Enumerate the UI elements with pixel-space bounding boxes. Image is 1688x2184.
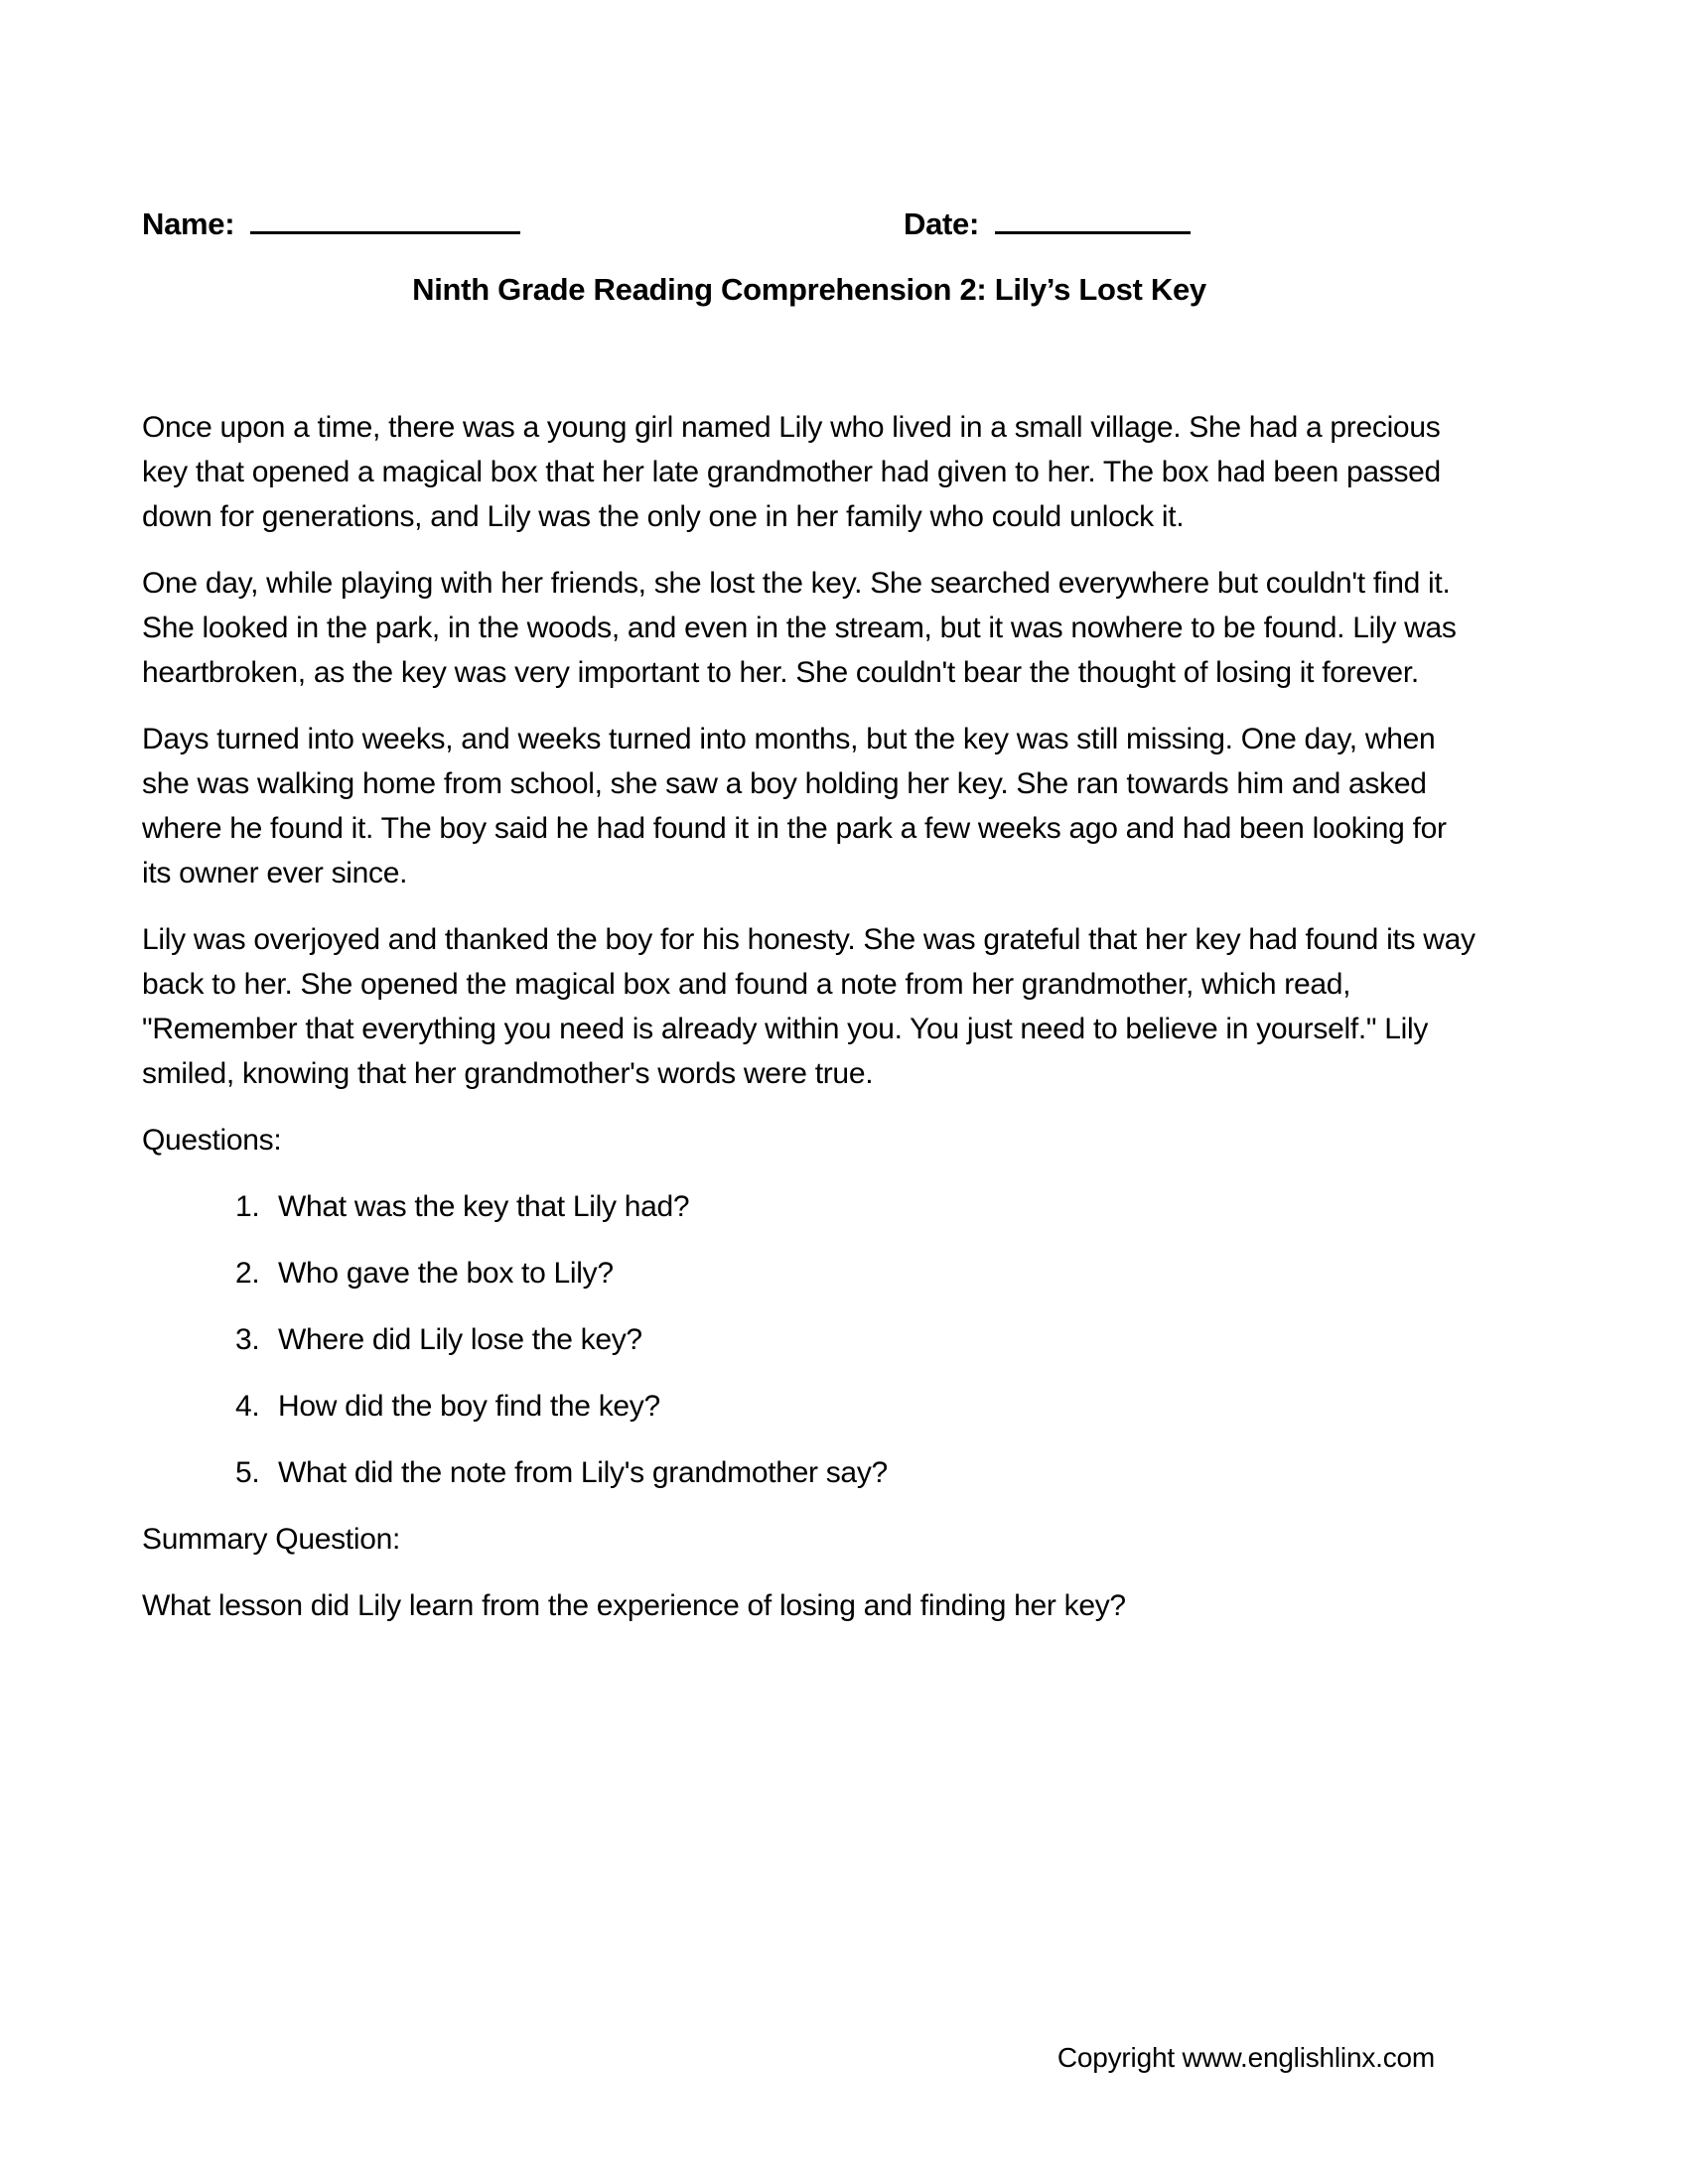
- question-number: 5.: [235, 1456, 260, 1489]
- question-number: 2.: [235, 1257, 260, 1290]
- question-text: Who gave the box to Lily?: [278, 1257, 614, 1290]
- copyright-notice: Copyright www.englishlinx.com: [1056, 2042, 1435, 2073]
- story-paragraph-2: One day, while playing with her friends, she lost the key. She searched everywhere but couldn't find it. She looked in the park, in the woods, and even in the stream, but it was nowhere to be found. Lily was heartbroken, as the key was very important to her. She couldn't bear the thought of losing it forever.: [142, 567, 1457, 689]
- questions-heading: Questions:: [142, 1124, 282, 1157]
- question-text: Where did Lily lose the key?: [278, 1323, 642, 1356]
- date-blank-line: [995, 201, 1191, 234]
- question-text: How did the boy find the key?: [278, 1390, 660, 1423]
- story-paragraph-4: Lily was overjoyed and thanked the boy for his honesty. She was grateful that her key had found its way back to her. She opened the magical box and found a note from her grandmother, which read, "Remember that everything you need is already within you. You just need to believe in yourself." Lily smiled, knowing that her grandmother's words were true.: [142, 923, 1476, 1090]
- name-label: Name:: [142, 206, 235, 241]
- question-number: 4.: [235, 1390, 260, 1423]
- date-label: Date:: [904, 206, 980, 241]
- header: [142, 201, 1477, 245]
- story-paragraph-1: Once upon a time, there was a young girl named Lily who lived in a small village. She had a precious key that opened a magical box that her late grandmother had given to her. The box had been passed down for generations, and Lily was the only one in her family who could unlock it.: [142, 411, 1441, 533]
- question-item: [235, 1251, 1477, 1296]
- question-item: [235, 1317, 1477, 1362]
- question-text: What was the key that Lily had?: [278, 1190, 690, 1223]
- date-field: [904, 201, 1191, 247]
- name-field: [142, 201, 520, 247]
- story-paragraph-3: Days turned into weeks, and weeks turned into months, but the key was still missing. One day, when she was walking home from school, she saw a boy holding her key. She ran towards him and asked where he found it. The boy said he had found it in the park a few weeks ago and had been looking for its owner ever since.: [142, 723, 1447, 889]
- question-item: [235, 1384, 1477, 1429]
- summary-question-text: What lesson did Lily learn from the experience of losing and finding her key?: [142, 1589, 1126, 1622]
- summary-question-heading: Summary Question:: [142, 1523, 400, 1556]
- question-text: What did the note from Lily's grandmother say?: [278, 1456, 888, 1489]
- question-number: 3.: [235, 1323, 260, 1356]
- question-number: 1.: [235, 1190, 260, 1223]
- question-item: [235, 1184, 1477, 1229]
- question-item: [235, 1450, 1477, 1495]
- questions-list: [142, 1184, 1477, 1495]
- page-title: Ninth Grade Reading Comprehension 2: Lily’s Lost Key: [412, 272, 1206, 307]
- name-blank-line: [250, 201, 520, 234]
